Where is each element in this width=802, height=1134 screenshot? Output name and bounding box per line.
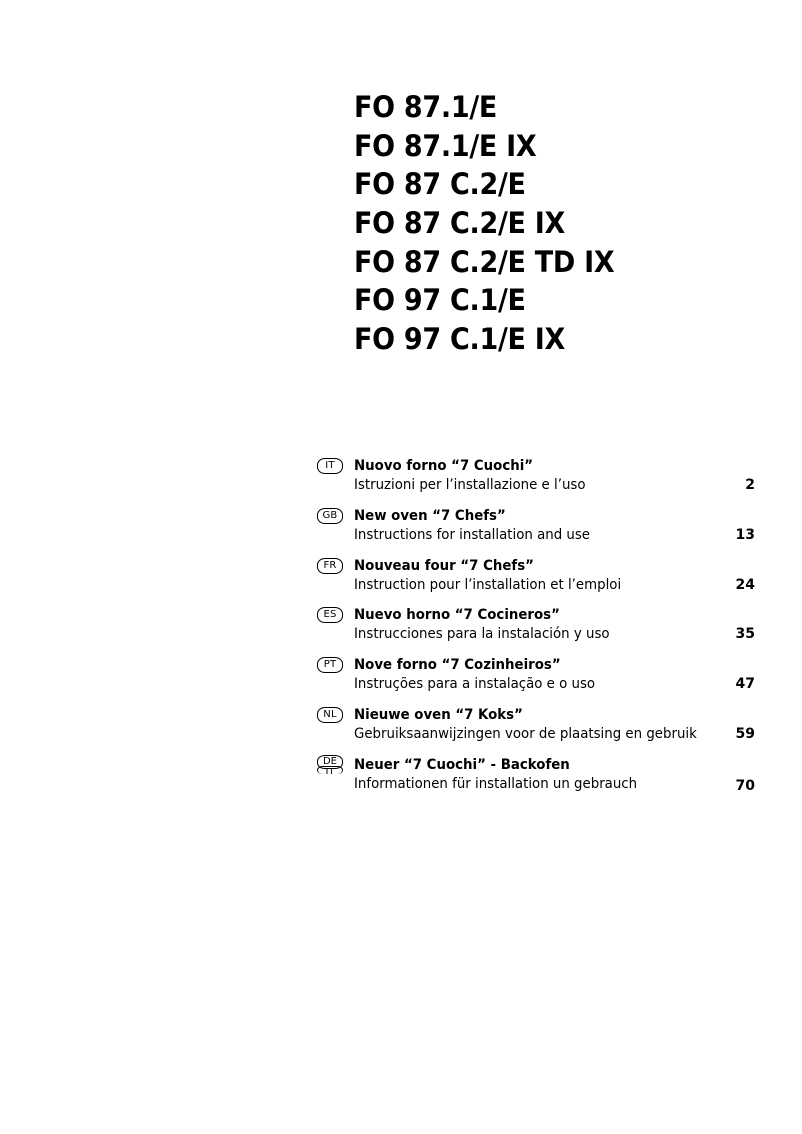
page-number: 47	[735, 676, 755, 693]
page-number: 70	[735, 777, 755, 794]
toc-entry-fr	[317, 556, 767, 606]
language-badge: GB	[317, 508, 343, 524]
page-number: 24	[735, 576, 755, 593]
toc-title: Nove forno “7 Cozinheiros”	[354, 657, 561, 674]
toc-title: New oven “7 Chefs”	[354, 507, 506, 524]
toc-title: Nuovo forno “7 Cuochi”	[354, 458, 534, 474]
language-badge-secondary: IT	[317, 766, 343, 774]
toc-subtitle: Informationen für installation un gebrauch	[354, 775, 638, 792]
toc-subtitle: Instrucciones para la instalación y uso	[354, 626, 610, 643]
toc-title: Neuer “7 Cuochi” - Backofen	[354, 756, 570, 773]
model-name: FO 87 C.2/E	[354, 167, 526, 202]
page-number: 2	[745, 477, 755, 493]
toc-title: Nouveau four “7 Chefs”	[354, 557, 534, 574]
language-badge-primary: DE	[317, 755, 343, 769]
model-name: FO 87 C.2/E IX	[354, 206, 566, 241]
model-name: FO 87.1/E	[354, 90, 498, 124]
toc-title: Nuevo horno “7 Cocineros”	[354, 607, 560, 624]
toc-subtitle: Istruzioni per l’installazione e l’uso	[354, 477, 586, 493]
model-list	[354, 88, 634, 359]
table-of-contents	[317, 456, 767, 805]
language-badge	[317, 755, 343, 779]
model-name: FO 87.1/E IX	[354, 128, 537, 163]
model-name: FO 97 C.1/E	[354, 283, 526, 318]
language-badge: IT	[317, 458, 343, 474]
toc-subtitle: Instruction pour l’installation et l’emploi	[354, 576, 622, 593]
language-badge: NL	[317, 707, 343, 723]
toc-entry-it	[317, 456, 767, 506]
page-number: 13	[735, 526, 755, 543]
language-badge: FR	[317, 558, 343, 574]
page-number: 59	[735, 725, 755, 742]
toc-entry-es	[317, 605, 767, 655]
model-name: FO 97 C.1/E IX	[354, 322, 566, 357]
page-number: 35	[735, 626, 755, 643]
toc-subtitle: Instruções para a instalação e o uso	[354, 676, 596, 693]
toc-subtitle: Instructions for installation and use	[354, 526, 591, 543]
language-badge: ES	[317, 607, 343, 623]
language-badge: PT	[317, 657, 343, 673]
toc-title: Nieuwe oven “7 Koks”	[354, 706, 523, 723]
toc-subtitle: Gebruiksaanwijzingen voor de plaatsing en gebruik	[354, 725, 697, 742]
toc-entry-pt	[317, 655, 767, 705]
model-name: FO 87 C.2/E TD IX	[354, 244, 615, 279]
toc-entry-nl	[317, 705, 767, 755]
toc-entry-de	[317, 755, 767, 805]
toc-entry-gb	[317, 506, 767, 556]
